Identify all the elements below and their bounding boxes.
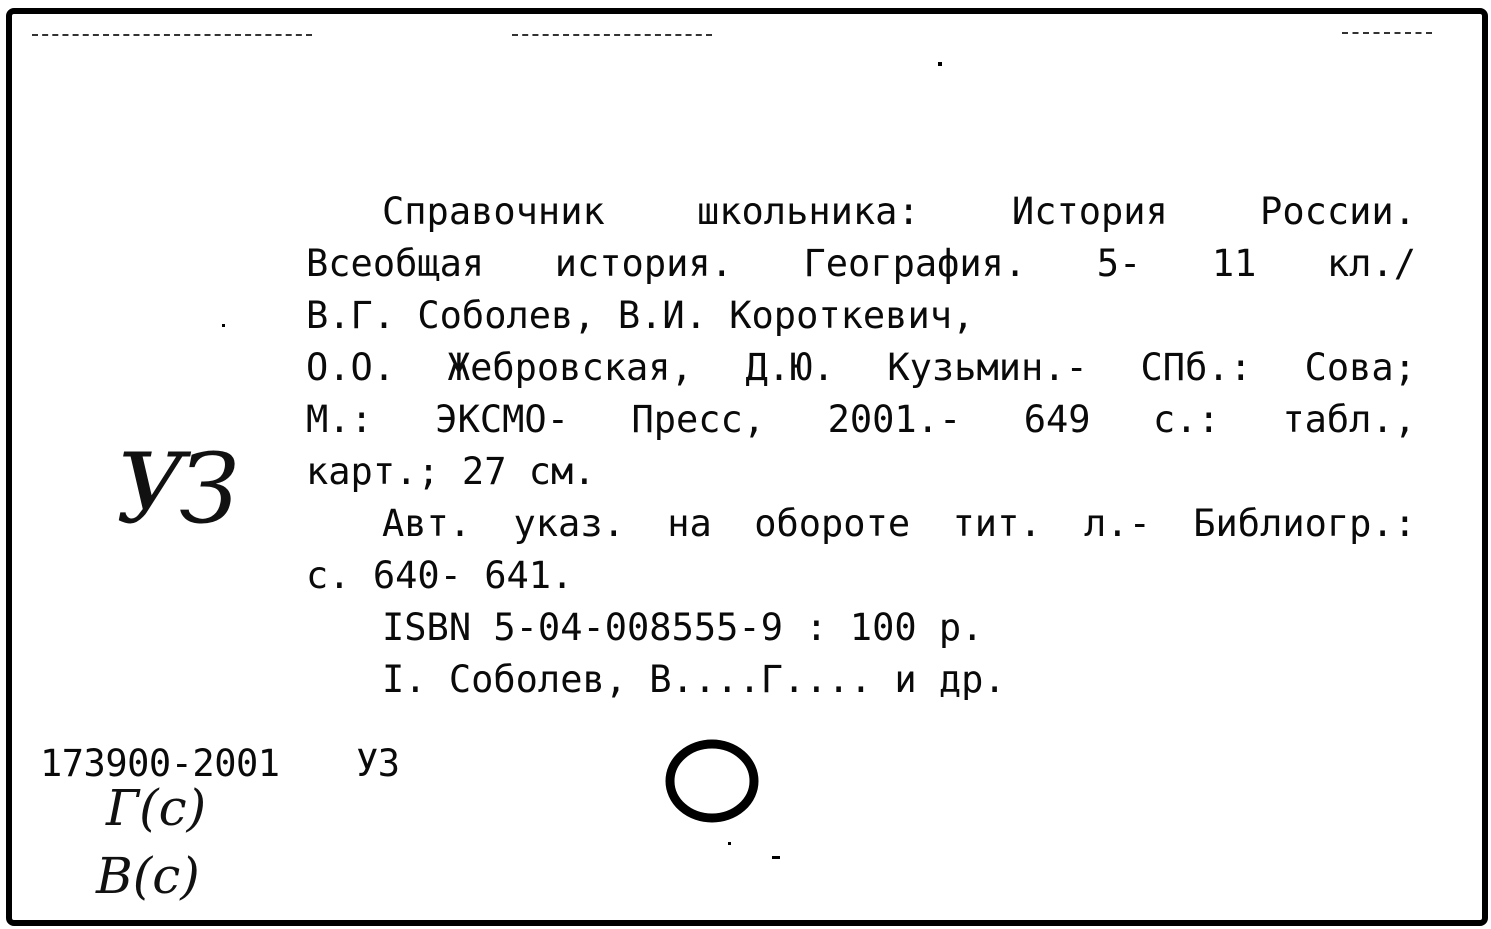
shelf-code: УЗ (356, 742, 400, 785)
speck (222, 324, 225, 327)
top-dash-left (32, 34, 312, 38)
entry-line-tracing: I. Соболев, В....Г.... и др. (382, 658, 1006, 701)
speck (772, 856, 780, 859)
punch-hole (664, 738, 760, 824)
entry-line-authors-1: В.Г. Соболев, В.И. Короткевич, (306, 294, 975, 337)
entry-line-authors-2: О.О. Жебровская, Д.Ю. Кузьмин.- СПб.: Сова; (306, 346, 1416, 389)
entry-line-pages: с. 640- 641. (306, 554, 574, 597)
handwritten-location-2: В(с) (96, 847, 200, 905)
call-number: 173900-2001 (40, 742, 280, 785)
entry-line-title: Справочник школьника: История России. (382, 190, 1416, 233)
bibliographic-entry (306, 186, 1416, 706)
speck (938, 62, 942, 66)
entry-line-note: Авт. указ. на обороте тит. л.- Библиогр.: (382, 502, 1416, 545)
entry-line-isbn: ISBN 5-04-008555-9 : 100 р. (382, 606, 984, 649)
handwritten-location-1: Г(с) (106, 779, 207, 837)
entry-line-publisher: М.: ЭКСМО- Пресс, 2001.- 649 с.: табл., (306, 398, 1416, 441)
handwritten-classification-mark: УЗ (116, 433, 234, 545)
catalog-card (6, 8, 1488, 926)
top-dash-middle (512, 34, 712, 38)
entry-line-physical: карт.; 27 см. (306, 450, 596, 493)
entry-line-subtitle: Всеобщая история. География. 5- 11 кл./ (306, 242, 1416, 285)
speck (728, 842, 731, 845)
top-dash-right (1342, 32, 1432, 36)
